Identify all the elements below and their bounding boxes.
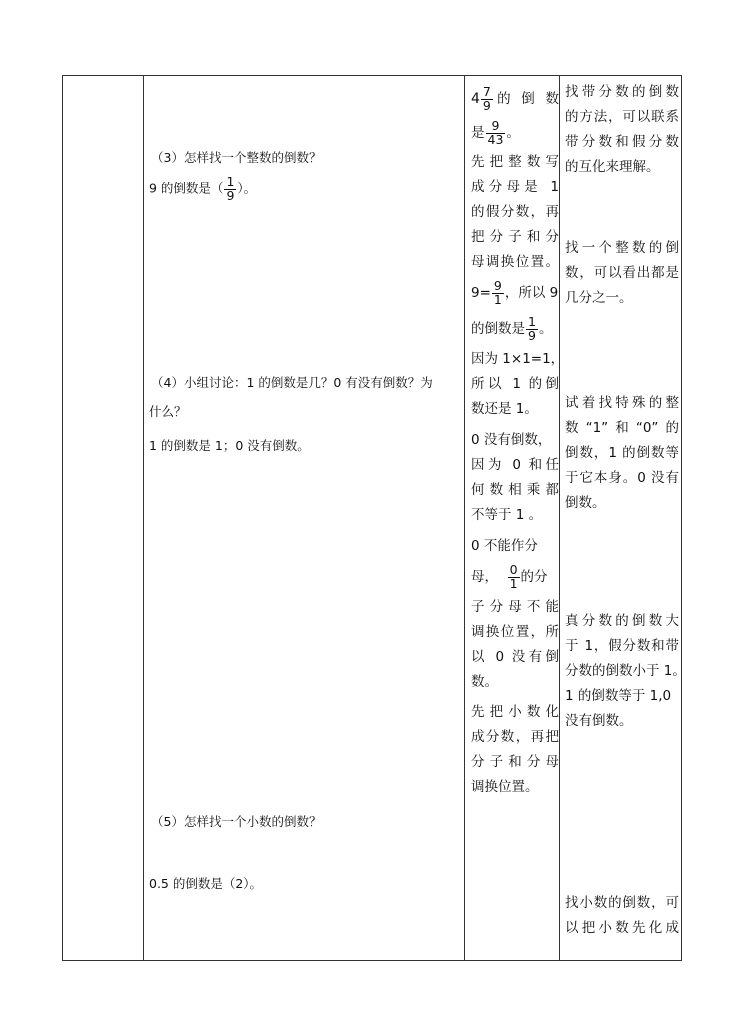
- note-line: 的互化来理解。: [565, 159, 660, 175]
- note-line: 于它本身。0 没有: [565, 470, 679, 486]
- activity-line: 何数相乘都: [471, 482, 559, 498]
- activity-line: 调换位置，所: [471, 624, 559, 640]
- note-line: 真分数的倒数大: [565, 613, 679, 629]
- fraction-1-9: $\frac{1}{9}$: [226, 174, 235, 203]
- note-line: 找一个整数的倒: [565, 240, 679, 256]
- design-notes-block-3: [565, 391, 679, 516]
- note-line: 倒数，1 的倒数等: [565, 445, 679, 461]
- activity-line: 的假分数，再: [471, 204, 559, 220]
- note-line: 分数的倒数小于 1。: [565, 663, 686, 679]
- student-activity-column: [471, 82, 565, 800]
- note-line: 1 的倒数等于 1,0: [565, 688, 672, 704]
- activity-line: 母调换位置。: [471, 254, 559, 270]
- activity-line: 先把小数化: [471, 704, 559, 720]
- activity-line: 子分母不能: [471, 599, 559, 615]
- question-3-answer: 9 的倒数是（ $\frac{1}{9}$ ）。: [149, 174, 257, 203]
- note-line: 找带分数的倒数: [565, 84, 679, 100]
- activity-line: 先把整数写: [471, 154, 559, 170]
- fraction-9-43: $\frac{9}{43}$: [487, 118, 504, 147]
- mixed-number-line: 4 $\frac{7}{9}$ 的 倒 数: [471, 84, 559, 113]
- activity-line: 数还是 1。: [471, 401, 538, 417]
- note-line: 于 1，假分数和带: [565, 638, 679, 654]
- activity-line: 成分数，再把: [471, 729, 559, 745]
- activity-line: 把分子和分: [471, 229, 559, 245]
- activity-line: 因为 1×1=1，: [471, 351, 565, 367]
- activity-line: 以 0 没有倒: [471, 649, 559, 665]
- design-notes-block-2: [565, 236, 679, 311]
- note-line: 找小数的倒数，可: [565, 895, 679, 911]
- note-line: 数，可以看出都是: [565, 265, 679, 281]
- fraction-7-9: $\frac{7}{9}$: [482, 84, 491, 113]
- design-notes-column: [565, 80, 679, 180]
- note-line: 试着找特殊的整: [565, 395, 679, 411]
- fraction-9-1: $\frac{9}{1}$: [493, 278, 502, 307]
- note-line: 以把小数先化成: [565, 920, 679, 936]
- note-line: 数“1”和“0”的: [565, 420, 679, 436]
- activity-line: 分子和分母: [471, 754, 559, 770]
- zero-fraction-line: 母， $\frac{0}{1}$ 的分: [471, 562, 548, 591]
- note-line: 没有倒数。: [565, 713, 633, 729]
- activity-line: 因为 0 和任: [471, 457, 559, 473]
- question-3: （3）怎样找一个整数的倒数？: [151, 150, 322, 165]
- activity-line: 调换位置。: [471, 779, 539, 795]
- reciprocal-result-line: 是 $\frac{9}{43}$ 。: [471, 118, 520, 147]
- activity-line: 所以 1 的倒: [471, 376, 559, 392]
- question-4-line1: （4）小组讨论：1 的倒数是几？0 有没有倒数？为: [151, 375, 433, 390]
- question-5: （5）怎样找一个小数的倒数？: [151, 814, 322, 829]
- column-divider-1: [143, 76, 144, 960]
- fraction-1-9b: $\frac{1}{9}$: [528, 314, 536, 343]
- note-line: 几分之一。: [565, 290, 633, 306]
- activity-line: 数。: [471, 674, 498, 690]
- activity-line: 0 不能作分: [471, 538, 538, 554]
- activity-line: 成分母是 1: [471, 179, 559, 195]
- question-5-answer: 0.5 的倒数是（2）。: [149, 876, 263, 891]
- design-notes-block-5: [565, 891, 679, 941]
- integer-reciprocal-line: 的倒数是 $\frac{1}{9}$ 。: [471, 314, 553, 343]
- lesson-table: [62, 75, 686, 961]
- column-divider-3: [559, 76, 560, 960]
- column-divider-2: [464, 76, 465, 960]
- note-line: 带分数和假分数: [565, 134, 679, 150]
- question-4-answer: 1 的倒数是 1；0 没有倒数。: [149, 438, 310, 453]
- activity-line: 0 没有倒数，: [471, 432, 552, 448]
- integer-fraction-line: 9= $\frac{9}{1}$ ，所以 9: [471, 278, 559, 307]
- question-4-line2: 什么？: [149, 404, 187, 419]
- fraction-0-1: $\frac{0}{1}$: [509, 562, 518, 591]
- note-line: 的方法，可以联系: [565, 109, 679, 125]
- note-line: 倒数。: [565, 495, 606, 511]
- design-notes-block-4: [565, 609, 686, 734]
- activity-line: 不等于 1 。: [471, 507, 543, 523]
